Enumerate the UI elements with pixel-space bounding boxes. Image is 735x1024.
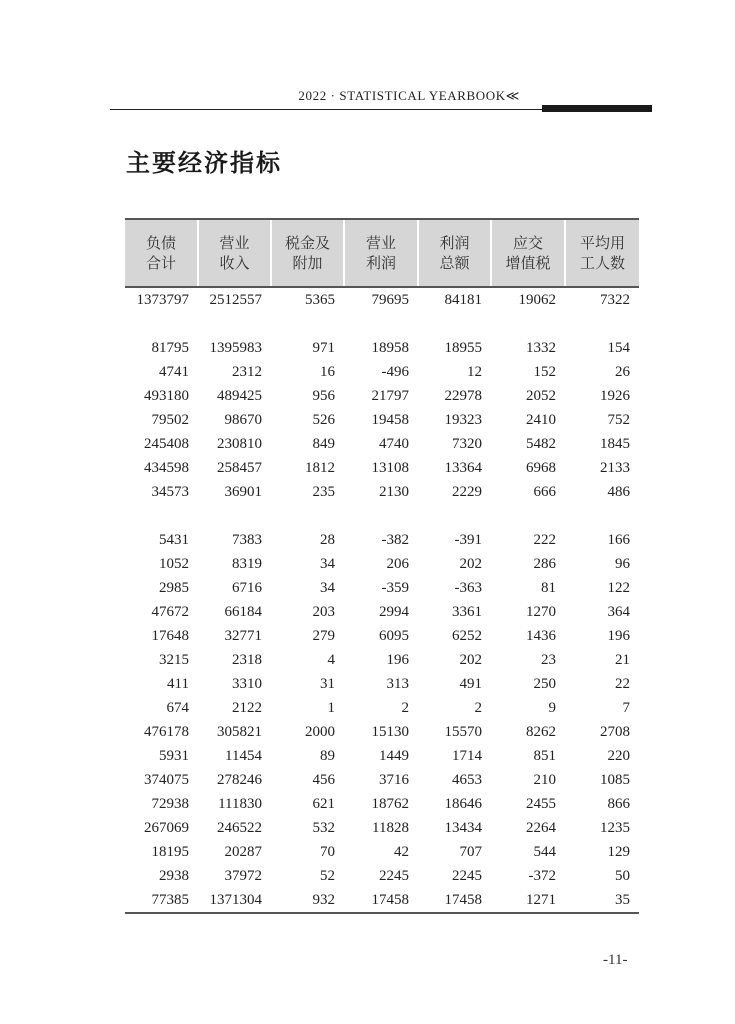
table-cell: 246522: [217, 820, 262, 836]
table-cell: 81: [541, 580, 556, 596]
table-cell: 2122: [232, 700, 262, 716]
table-cell: 849: [312, 436, 335, 452]
table-cell: 932: [271, 888, 344, 913]
table-cell: 5931: [159, 748, 189, 764]
table-cell: 98670: [224, 412, 262, 428]
table-cell: 279: [312, 628, 335, 644]
table-cell: 3310: [232, 676, 262, 692]
page-title: 主要经济指标: [126, 149, 282, 177]
table-row: [125, 888, 639, 913]
table-cell: 42: [394, 844, 409, 860]
table-cell: 621: [312, 796, 335, 812]
table-cell: 2000: [305, 724, 335, 740]
table-cell: 20287: [224, 844, 262, 860]
table-cell: 707: [459, 844, 482, 860]
table-row: [125, 480, 639, 504]
table-cell: 6252: [452, 628, 482, 644]
table-cell: 3716: [379, 772, 409, 788]
table-cell: 34: [320, 580, 335, 596]
table-cell: 956: [312, 388, 335, 404]
table-cell: 434598: [144, 460, 189, 476]
table-cell: 7322: [600, 292, 630, 308]
table-cell: 2130: [379, 484, 409, 500]
table-cell: 196: [607, 628, 630, 644]
table-cell: 971: [312, 340, 335, 356]
table-spacer-row: [125, 504, 639, 528]
table-cell: 36901: [224, 484, 262, 500]
table-cell: 278246: [217, 772, 262, 788]
table-cell: -496: [381, 364, 409, 380]
column-header: 营业 收入: [198, 219, 271, 287]
table-cell: 2512557: [209, 292, 262, 308]
table-cell: 52: [320, 868, 335, 884]
table-row: [125, 576, 639, 600]
table-cell: 3361: [452, 604, 482, 620]
table-cell: 476178: [144, 724, 189, 740]
table-cell: 18958: [371, 340, 409, 356]
table-row: [125, 816, 639, 840]
table-cell: 1926: [600, 388, 630, 404]
table-cell: 4: [327, 652, 335, 668]
table-cell: 9: [548, 700, 556, 716]
table-row: [125, 600, 639, 624]
table-cell: 28: [320, 532, 335, 548]
table-cell: 79695: [371, 292, 409, 308]
table-row: [125, 792, 639, 816]
table-cell: 210: [533, 772, 556, 788]
table-cell: 6968: [526, 460, 556, 476]
table-cell: 22978: [444, 388, 482, 404]
table-cell: 17458: [344, 888, 418, 913]
table-cell: 866: [607, 796, 630, 812]
table-cell: 1449: [379, 748, 409, 764]
table-cell: 84181: [444, 292, 482, 308]
table-cell: -382: [381, 532, 409, 548]
table-cell: 89: [320, 748, 335, 764]
table-cell: 4740: [379, 436, 409, 452]
table-cell: 493180: [144, 388, 189, 404]
table-row: [125, 336, 639, 360]
table-cell: 1395983: [209, 340, 262, 356]
table-cell: 18762: [371, 796, 409, 812]
table-cell: 26: [615, 364, 630, 380]
table-cell: 22: [615, 676, 630, 692]
table-cell: 13364: [444, 460, 482, 476]
table-cell: 47672: [151, 604, 189, 620]
table-cell: 2455: [526, 796, 556, 812]
table-cell: 230810: [217, 436, 262, 452]
table-cell: 21797: [371, 388, 409, 404]
table-cell: 2052: [526, 388, 556, 404]
table-cell: 7: [622, 700, 630, 716]
page-number: -11-: [603, 952, 628, 968]
column-header: 营业 利润: [344, 219, 418, 287]
table-cell: -391: [454, 532, 482, 548]
table-cell: 2245: [379, 868, 409, 884]
table-cell: 267069: [144, 820, 189, 836]
table-cell: 666: [533, 484, 556, 500]
table-cell: 129: [607, 844, 630, 860]
table-cell: 18646: [444, 796, 482, 812]
table-cell: 851: [533, 748, 556, 764]
running-header-text: 2022 · STATISTICAL YEARBOOK≪: [298, 88, 520, 103]
table-cell: 1714: [452, 748, 482, 764]
table-cell: 11828: [372, 820, 409, 836]
table-cell: 50: [615, 868, 630, 884]
table-body: [125, 287, 639, 913]
column-header: 应交 增值税: [491, 219, 565, 287]
table-cell: 13108: [371, 460, 409, 476]
table-cell: 31: [320, 676, 335, 692]
table-cell: 305821: [217, 724, 262, 740]
table-cell: 2938: [159, 868, 189, 884]
table-cell: 411: [167, 676, 189, 692]
table-cell: 2985: [159, 580, 189, 596]
table-cell: 7320: [452, 436, 482, 452]
table-cell: 13434: [444, 820, 482, 836]
table-cell: 37972: [224, 868, 262, 884]
table-cell: 286: [533, 556, 556, 572]
table-row: [125, 624, 639, 648]
table-cell: 1271: [491, 888, 565, 913]
table-cell: 15570: [444, 724, 482, 740]
table-row: [125, 696, 639, 720]
table-cell: 17648: [151, 628, 189, 644]
table-row: [125, 744, 639, 768]
table-row: [125, 768, 639, 792]
table-cell: 220: [607, 748, 630, 764]
column-header: 负债 合计: [125, 219, 198, 287]
header-bar: [542, 105, 652, 112]
table-cell: 7383: [232, 532, 262, 548]
table-row: [125, 672, 639, 696]
table-cell: 72938: [151, 796, 189, 812]
table-cell: 364: [607, 604, 630, 620]
table-cell: 1085: [600, 772, 630, 788]
column-header: 平均用 工人数: [565, 219, 639, 287]
column-header: 利润 总额: [418, 219, 491, 287]
table-cell: 2245: [452, 868, 482, 884]
table-cell: 23: [541, 652, 556, 668]
table-cell: 2994: [379, 604, 409, 620]
table-cell: -372: [528, 868, 556, 884]
table-cell: 489425: [217, 388, 262, 404]
header-row: [125, 219, 639, 287]
table-cell: 77385: [125, 888, 198, 913]
table-row: [125, 840, 639, 864]
table-cell: 250: [533, 676, 556, 692]
indicator-table: [125, 218, 639, 914]
table-row: [125, 408, 639, 432]
table-cell: 79502: [151, 412, 189, 428]
table-cell: 2312: [232, 364, 262, 380]
table-cell: 206: [386, 556, 409, 572]
table-cell: 1436: [526, 628, 556, 644]
table-cell: 18195: [151, 844, 189, 860]
table-cell: 96: [615, 556, 630, 572]
table-cell: 6716: [232, 580, 262, 596]
table-cell: 752: [607, 412, 630, 428]
table-cell: 486: [607, 484, 630, 500]
table-cell: 2133: [600, 460, 630, 476]
column-header: 税金及 附加: [271, 219, 344, 287]
table-row: [125, 720, 639, 744]
table-row: [125, 648, 639, 672]
table-cell: 674: [166, 700, 189, 716]
table-cell: 1: [327, 700, 335, 716]
table-cell: 32771: [224, 628, 262, 644]
table-cell: 456: [312, 772, 335, 788]
table-cell: 6095: [379, 628, 409, 644]
table-cell: 245408: [144, 436, 189, 452]
table-cell: -363: [454, 580, 482, 596]
table-cell: 35: [565, 888, 639, 913]
table-cell: -359: [381, 580, 409, 596]
table-cell: 152: [533, 364, 556, 380]
table-cell: 19458: [371, 412, 409, 428]
table-cell: 1332: [526, 340, 556, 356]
table-cell: 313: [386, 676, 409, 692]
table-row: [125, 432, 639, 456]
table-cell: 34: [320, 556, 335, 572]
table-cell: 2318: [232, 652, 262, 668]
table-cell: 81795: [151, 340, 189, 356]
table-cell: 19062: [518, 292, 556, 308]
table-cell: 258457: [217, 460, 262, 476]
table-spacer: [125, 504, 639, 528]
table-cell: 1270: [526, 604, 556, 620]
table-cell: 2: [474, 700, 482, 716]
table-cell: 544: [533, 844, 556, 860]
table-cell: 11454: [225, 748, 262, 764]
table-cell: 154: [607, 340, 630, 356]
table-cell: 2708: [600, 724, 630, 740]
table-row: [125, 552, 639, 576]
table-cell: 3215: [159, 652, 189, 668]
table-cell: 5482: [526, 436, 556, 452]
table-cell: 1373797: [136, 292, 189, 308]
running-header: [110, 84, 652, 110]
table-row: [125, 528, 639, 552]
table-cell: 166: [607, 532, 630, 548]
table-cell: 19323: [444, 412, 482, 428]
table-cell: 203: [312, 604, 335, 620]
table-cell: 70: [320, 844, 335, 860]
table-cell: 2: [401, 700, 409, 716]
table-spacer-row: [125, 312, 639, 336]
table-cell: 202: [459, 652, 482, 668]
table-spacer: [125, 312, 639, 336]
table-cell: 16: [320, 364, 335, 380]
table-cell: 4741: [159, 364, 189, 380]
table-cell: 2229: [452, 484, 482, 500]
table-cell: 1052: [159, 556, 189, 572]
table-cell: 34573: [151, 484, 189, 500]
table-cell: 1235: [600, 820, 630, 836]
table-cell: 1812: [305, 460, 335, 476]
table-cell: 2410: [526, 412, 556, 428]
table-cell: 12: [467, 364, 482, 380]
table-row: [125, 384, 639, 408]
table-cell: 5365: [305, 292, 335, 308]
table-cell: 8262: [526, 724, 556, 740]
table-cell: 111830: [218, 796, 262, 812]
table-cell: 122: [607, 580, 630, 596]
table-cell: 18955: [444, 340, 482, 356]
table-cell: 1845: [600, 436, 630, 452]
table-cell: 491: [459, 676, 482, 692]
table-row: [125, 864, 639, 888]
table-cell: 235: [312, 484, 335, 500]
table-cell: 5431: [159, 532, 189, 548]
table-cell: 8319: [232, 556, 262, 572]
table-cell: 4653: [452, 772, 482, 788]
table-cell: 196: [386, 652, 409, 668]
table-cell: 21: [615, 652, 630, 668]
table-row: [125, 287, 639, 312]
table-cell: 222: [533, 532, 556, 548]
table-cell: 526: [312, 412, 335, 428]
table-cell: 66184: [224, 604, 262, 620]
table-cell: 202: [459, 556, 482, 572]
table-cell: 17458: [418, 888, 491, 913]
table-row: [125, 360, 639, 384]
table-cell: 2264: [526, 820, 556, 836]
table-cell: 1371304: [198, 888, 271, 913]
table-cell: 532: [312, 820, 335, 836]
table-row: [125, 456, 639, 480]
table-cell: 15130: [371, 724, 409, 740]
table-cell: 374075: [144, 772, 189, 788]
